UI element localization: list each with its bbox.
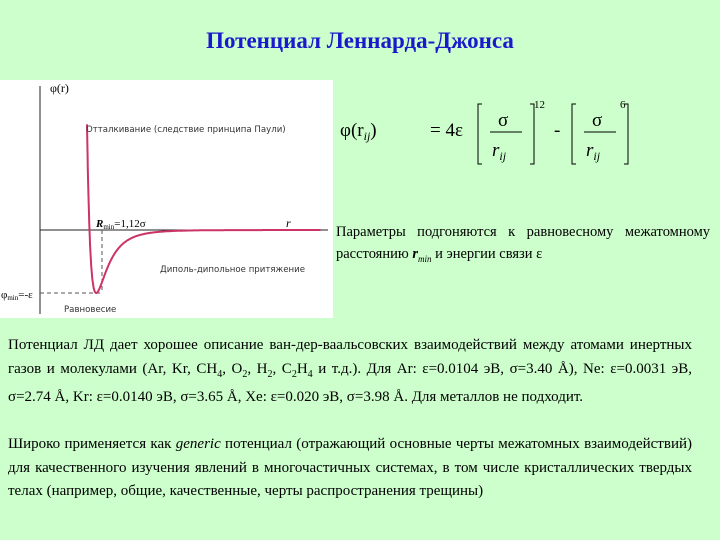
exponent-6: 6 — [620, 99, 626, 111]
rmin-label: Rmin=1,12σ — [96, 218, 146, 231]
sigma-num-1: σ — [498, 110, 509, 131]
r-den-2: $r_{ij}$ — [586, 140, 601, 163]
repulsion-label: Отталкивание (следствие принципа Паули) — [86, 125, 286, 135]
description — [8, 334, 692, 504]
formula-lhs: $\varphi(r_{ij})$ — [340, 120, 377, 143]
x-axis-label: r — [286, 216, 291, 230]
r-den-1: $r_{ij}$ — [492, 140, 507, 163]
potential-plot — [0, 80, 333, 318]
lj-formula — [340, 92, 640, 182]
description-paragraph-1: Потенциал ЛД дает хорошее описание ван-дер-ваальсовских взаимодействий между атомами инертных газов и молекулами (Ar, Kr, $CH_4$, $O_2$, $H_2$, $C_2H_4$ и т.д.). Для Ar: ε=0.0104 эВ, σ=3.40 Å), Ne: ε=0.0031 эВ, σ=2.74 Å, Kr: ε=0.0140 эВ, σ=3.65 Å, Xe: ε=0.020 эВ, σ=3.98 Å. Для металлов не подходит. — [8, 337, 692, 405]
y-axis-label: φ(r) — [50, 81, 69, 95]
sigma-num-2: σ — [592, 110, 603, 131]
page-title: Потенциал Леннарда-Джонса — [206, 28, 514, 53]
parameters-text: Параметры подгоняются к равновесному межатомному расстоянию $r_{min}$ и энергии связи ε — [336, 224, 710, 264]
formula-minus: - — [554, 120, 561, 141]
formula-equals: = 4ε — [430, 120, 463, 141]
attraction-label: Диполь-дипольное притяжение — [160, 265, 306, 275]
equilibrium-label: Равновесие — [64, 305, 117, 315]
phimin-label: φmin=-ε — [1, 289, 33, 302]
description-paragraph-2: Широко применяется как generic потенциал (отражающий основные черты межатомных взаимодействий) для качественного изучения явлений в многочастичных системах, в том числе кристаллических твердых телах (например, общие, качественные, черты распространения трещины) — [8, 436, 692, 499]
exponent-12: 12 — [534, 99, 545, 111]
